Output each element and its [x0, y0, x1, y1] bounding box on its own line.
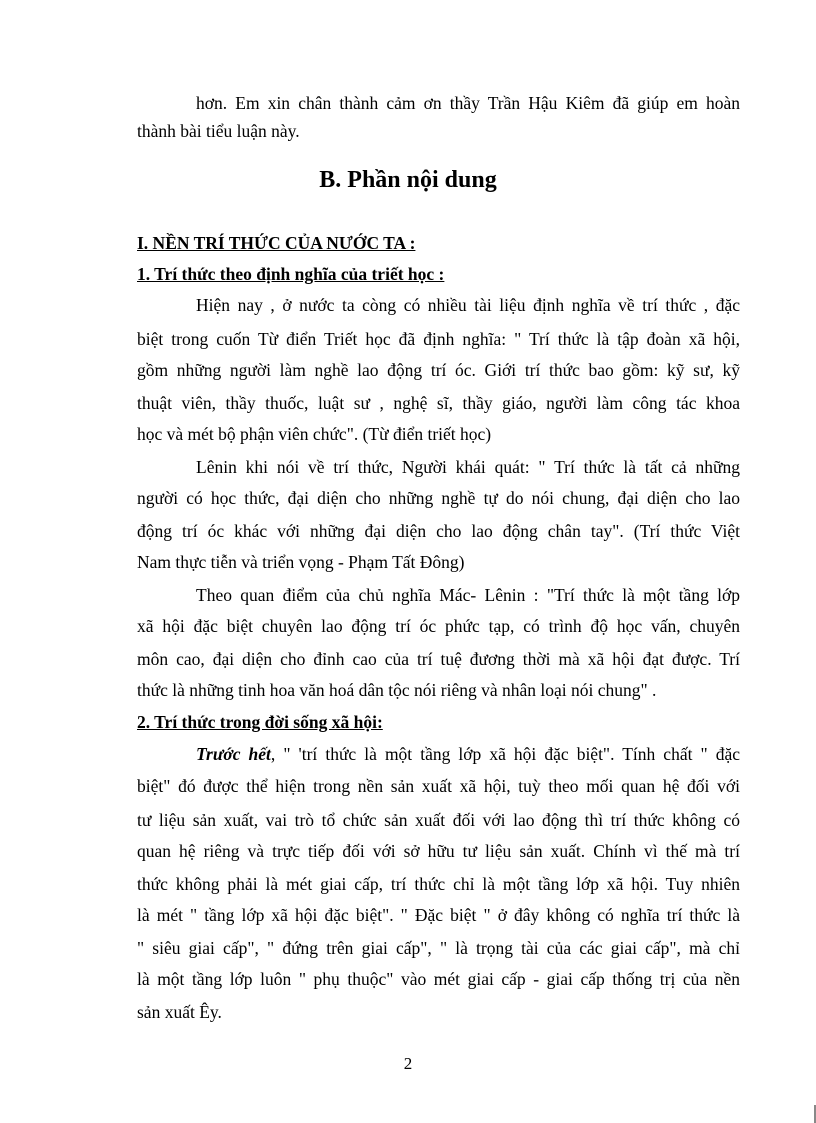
paragraph-line: học và mét bộ phận viên chức". (Từ điển triết học): [137, 424, 492, 444]
paragraph-line: biệt" đó được thể hiện trong nền sản xuất xã hội, tuỳ theo mối quan hệ đối với: [137, 776, 740, 796]
section-title-1: I. NỀN TRÍ THỨC CỦA NƯỚC TA :: [137, 233, 416, 253]
paragraph-line: biệt trong cuốn Từ điển Triết học đã định nghĩa: " Trí thức là tập đoàn xã hội,: [137, 329, 740, 349]
intro-line-1: hơn. Em xin chân thành cảm ơn thầy Trần Hậu Kiêm đã giúp em hoàn: [196, 93, 740, 113]
paragraph-line: Hiện nay , ở nước ta còng có nhiều tài liệu định nghĩa về trí thức , đặc: [196, 295, 740, 315]
paragraph-line-first: [196, 741, 740, 767]
paragraph-line: thuật viên, thầy thuốc, luật sư , nghệ sĩ, thầy giáo, người làm công tác khoa: [137, 393, 740, 413]
paragraph-line: Lênin khi nói về trí thức, Người khái quát: " Trí thức là tất cả những: [196, 457, 740, 477]
subsection-title-1: 1. Trí thức theo định nghĩa của triết học :: [137, 264, 445, 284]
paragraph-line: tư liệu sản xuất, vai trò tổ chức sản xuất đối với lao động thì trí thức không có: [137, 810, 740, 830]
section-heading-b: B. Phần nội dung: [319, 167, 497, 193]
subsection-title-2: 2. Trí thức trong đời sống xã hội:: [137, 712, 383, 732]
paragraph-line: xã hội đặc biệt chuyên lao động trí óc phức tạp, có trình độ học vấn, chuyên: [137, 616, 740, 636]
paragraph-line: người có học thức, đại diện cho những nghề tự do nói chung, đại diện cho lao: [137, 488, 740, 508]
paragraph-text: , " 'trí thức là một tầng lớp xã hội đặc biệt". Tính chất " đặc: [270, 744, 741, 764]
paragraph-line: Theo quan điểm của chủ nghĩa Mác- Lênin : "Trí thức là một tầng lớp: [196, 585, 740, 605]
paragraph-line: là mét " tầng lớp xã hội đặc biệt". " Đặc biệt " ở đây không có nghĩa trí thức là: [137, 905, 740, 925]
paragraph-line: thức không phải là mét giai cấp, trí thức chỉ là một tầng lớp xã hội. Tuy nhiên: [137, 874, 740, 894]
paragraph-line: Nam thực tiễn và triển vọng - Phạm Tất Đông): [137, 552, 465, 572]
paragraph-line: là một tầng lớp luôn " phụ thuộc" vào mét giai cấp - giai cấp thống trị của nền: [137, 969, 740, 989]
paragraph-line: quan hệ riêng và trực tiếp đối với sở hữu tư liệu sản xuất. Chính vì thế mà trí: [137, 841, 740, 861]
page-number: 2: [403, 1054, 413, 1073]
paragraph-line: " siêu giai cấp", " đứng trên giai cấp", " là trọng tài của các giai cấp", mà chỉ: [137, 938, 740, 958]
emphasis-text: Trước hết: [196, 744, 271, 764]
intro-line-2: thành bài tiểu luận này.: [137, 121, 300, 141]
paragraph-line: môn cao, đại diện cho đỉnh cao của trí tuệ đương thời mà xã hội đạt được. Trí: [137, 649, 740, 669]
paragraph-line: sản xuất Êy.: [137, 1002, 222, 1022]
paragraph-line: động trí óc khác với những đại diện cho lao động chân tay". (Trí thức Việt: [137, 521, 740, 541]
paragraph-line: thức là những tinh hoa văn hoá dân tộc nói riêng và nhân loại nói chung" .: [137, 680, 657, 700]
paragraph-line: gồm những người làm nghề lao động trí óc. Giới trí thức bao gồm: kỹ sư, kỹ: [137, 360, 740, 380]
